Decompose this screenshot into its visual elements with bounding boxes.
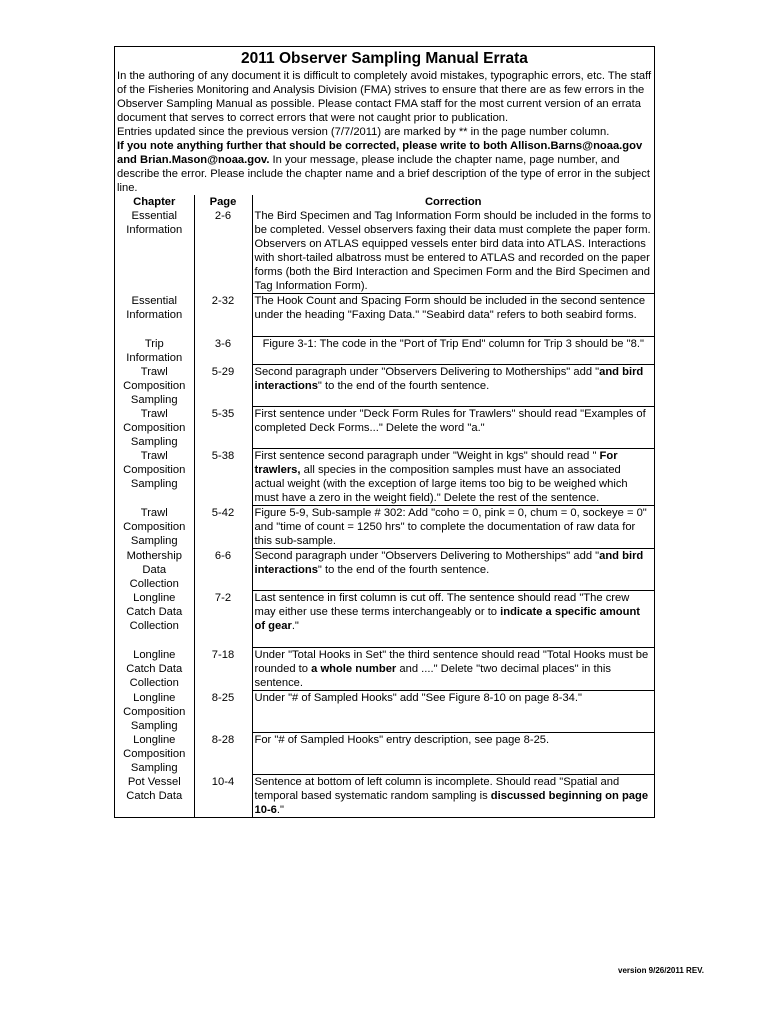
table-row [115, 775, 654, 818]
correction-text: ." [291, 620, 299, 632]
correction-text: First sentence under "Deck Form Rules for Trawlers" should read "Examples of completed Deck Forms..." Delete the word "a." [254, 408, 646, 434]
correction-text: Sentence at bottom of left column is incomplete. Should read "Spatial and temporal based systematic random sampling is [254, 776, 620, 802]
chapter-cell: Longline Catch Data Collection [115, 648, 194, 691]
page-cell: 10-4 [194, 775, 252, 818]
header-chapter: Chapter [115, 195, 194, 209]
table-row [115, 209, 654, 294]
chapter-cell: Longline Composition Sampling [115, 691, 194, 733]
correction-text: For "# of Sampled Hooks" entry description, see page 8-25. [254, 734, 550, 746]
table-row [115, 365, 654, 407]
correction-cell [252, 733, 654, 775]
correction-text: and ...." Delete "two decimal places" in this sentence. [254, 663, 611, 689]
correction-cell [252, 209, 654, 294]
table-row [115, 733, 654, 775]
intro-paragraph-updates: Entries updated since the previous version (7/7/2011) are marked by ** in the page number column. [117, 126, 610, 138]
contact-instructions: In your message, please include the chapter name, page number, and describe the error. Please include the chapter name and a brief description of the type of error in the subject line. [117, 154, 650, 194]
correction-text: ." [276, 804, 284, 816]
page-cell: 8-28 [194, 733, 252, 775]
page-cell: 2-32 [194, 294, 252, 337]
contact-emails: If you note anything further that should be corrected, please write to both Allison.Barns@noaa.gov and Brian.Mason@noaa.gov. [117, 140, 643, 166]
correction-cell [252, 775, 654, 818]
correction-text: Under "Total Hooks in Set" the third sentence should read "Total Hooks must be rounded to [254, 649, 649, 675]
correction-text: Figure 5-9, Sub-sample # 302: Add "coho = 0, pink = 0, chum = 0, sockeye = 0" and "time of count = 1250 hrs" to complete the documentation of raw data for this sub-sample. [254, 507, 647, 547]
correction-cell [252, 506, 654, 549]
page-cell: 5-35 [194, 407, 252, 449]
page-cell: 5-42 [194, 506, 252, 549]
errata-rows [115, 209, 654, 818]
chapter-cell: Trawl Composition Sampling [115, 407, 194, 449]
table-row [115, 549, 654, 591]
correction-cell [252, 365, 654, 407]
table-row [115, 691, 654, 733]
correction-text: The Hook Count and Spacing Form should be included in the second sentence under the heading "Faxing Data." "Seabird data" refers to both seabird forms. [254, 295, 646, 321]
correction-emphasis: and bird interactions [254, 550, 644, 576]
chapter-cell: Trawl Composition Sampling [115, 449, 194, 506]
table-row [115, 648, 654, 691]
correction-cell [252, 337, 654, 365]
chapter-cell: Essential Information [115, 294, 194, 337]
correction-emphasis: a whole number [311, 663, 397, 675]
table-row [115, 449, 654, 506]
version-label: version 9/26/2011 REV. [618, 966, 704, 975]
page-cell: 7-2 [194, 591, 252, 648]
correction-cell [252, 648, 654, 691]
correction-text: Figure 3-1: The code in the "Port of Trip End" column for Trip 3 should be "8." [262, 338, 644, 350]
page-cell: 3-6 [194, 337, 252, 365]
document-title: 2011 Observer Sampling Manual Errata [241, 50, 528, 67]
table-row [115, 337, 654, 365]
page-cell: 6-6 [194, 549, 252, 591]
correction-text: all species in the composition samples must have an associated actual weight (with the exception of large items too big to be weighed which must have a zero in the weight field)." Delete the rest of the sentence. [254, 464, 628, 504]
errata-document [114, 46, 655, 818]
correction-emphasis: For trawlers, [254, 450, 618, 476]
chapter-cell: Essential Information [115, 209, 194, 294]
correction-cell [252, 691, 654, 733]
correction-cell [252, 449, 654, 506]
correction-text: " to the end of the fourth sentence. [317, 380, 490, 392]
chapter-cell: Longline Composition Sampling [115, 733, 194, 775]
page-cell: 8-25 [194, 691, 252, 733]
correction-text: The Bird Specimen and Tag Information Form should be included in the forms to be completed. Vessel observers faxing their data must complete the paper form. Observers on ATLAS equipped vessels enter bird data into ATLAS. Interactions with short-tailed albatross must be entered to ATLAS and recorded on the paper forms (both the Bird Interaction and Specimen Form and the Bird Specimen and Tag Information Form). [254, 210, 652, 292]
intro-paragraph-purpose: In the authoring of any document it is difficult to completely avoid mistakes, typographic errors, etc. The staff of the Fisheries Monitoring and Analysis Division (FMA) strives to ensure that there are as few errors in the Observer Sampling Manual as possible. Please contact FMA staff for the most current version of an errata document that serves to correct errors that were not caught prior to publication. [117, 70, 652, 124]
correction-text: First sentence second paragraph under "Weight in kgs" should read " [254, 450, 600, 462]
chapter-cell: Trawl Composition Sampling [115, 506, 194, 549]
correction-emphasis: and bird interactions [254, 366, 644, 392]
correction-text: Second paragraph under "Observers Delivering to Motherships" add " [254, 366, 600, 378]
table-row [115, 591, 654, 648]
table-row [115, 294, 654, 337]
correction-text: " to the end of the fourth sentence. [317, 564, 490, 576]
correction-text: Under "# of Sampled Hooks" add "See Figure 8-10 on page 8-34." [254, 692, 582, 704]
errata-table [115, 195, 654, 818]
chapter-cell: Trawl Composition Sampling [115, 365, 194, 407]
correction-emphasis: indicate a specific amount of gear [254, 606, 641, 632]
correction-cell [252, 591, 654, 648]
correction-text: Last sentence in first column is cut off. The sentence should read "The crew may either use these terms interchangeably or to [254, 592, 630, 618]
correction-cell [252, 549, 654, 591]
chapter-cell: Trip Information [115, 337, 194, 365]
chapter-cell: Longline Catch Data Collection [115, 591, 194, 648]
header-page: Page [194, 195, 252, 209]
intro-text [115, 69, 654, 195]
table-header-row [115, 195, 654, 209]
page-cell: 2-6 [194, 209, 252, 294]
chapter-cell: Pot Vessel Catch Data [115, 775, 194, 818]
correction-emphasis: discussed beginning on page 10-6 [254, 790, 649, 816]
table-row [115, 407, 654, 449]
chapter-cell: Mothership Data Collection [115, 549, 194, 591]
page-cell: 5-29 [194, 365, 252, 407]
intro-paragraph-contact [117, 139, 652, 195]
page-cell: 5-38 [194, 449, 252, 506]
correction-cell [252, 407, 654, 449]
table-row [115, 506, 654, 549]
correction-cell [252, 294, 654, 337]
header-correction: Correction [424, 196, 482, 208]
page-cell: 7-18 [194, 648, 252, 691]
correction-text: Second paragraph under "Observers Delivering to Motherships" add " [254, 550, 600, 562]
